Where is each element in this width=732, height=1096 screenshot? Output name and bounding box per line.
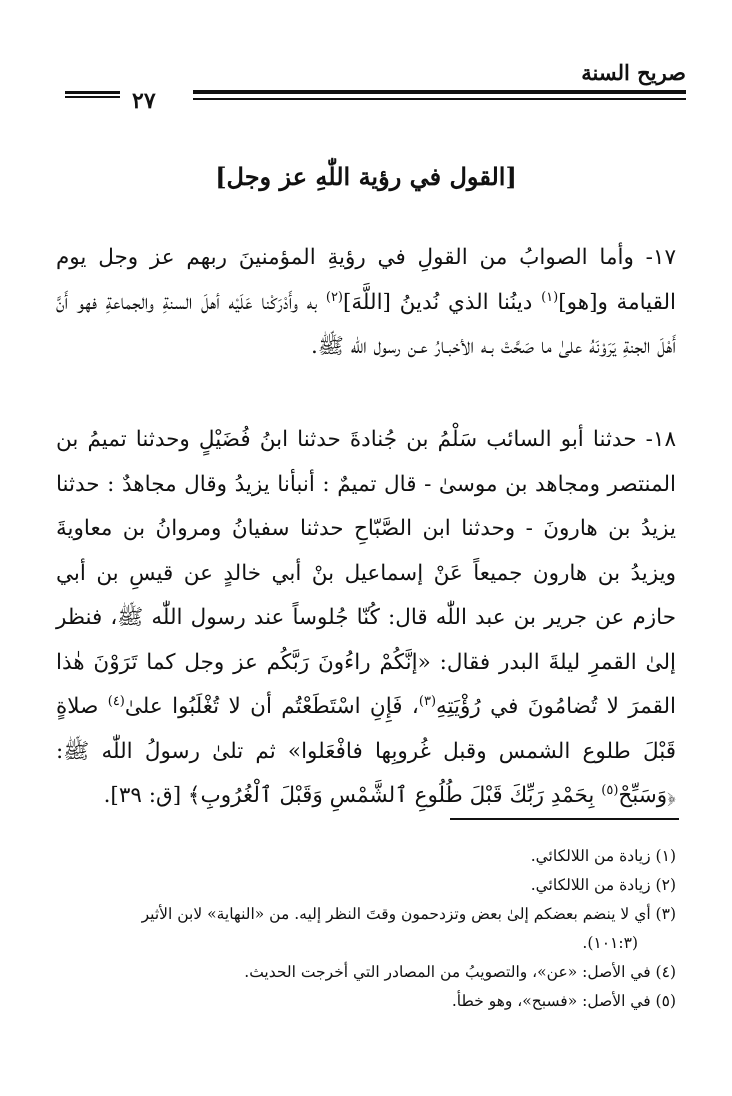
paragraph-18-text-1: ١٨- حدثنا أبو السائب سَلْمُ بن جُنادةَ حدثنا ابنُ فُضَيْلٍ وحدثنا تميمُ بن المنتصر ومجاهد بن موسىٰ - قال تميمٌ : أنبأنا يزيدُ وقال مجاهدٌ : حدثنا يزيدُ بن هارونَ - وحدثنا ابن الصَّبّاحِ حدثنا سفيانُ ومروانُ بن معاويةَ ويزيدُ بن هارون جميعاً عَنْ إسماعيل بنْ أبي خالدٍ عن قيسِ بن أبي حازم عن جرير بن عبد اللّٰه قال: كُنّا جُلوساً عند رسول اللّٰه ﷺ، فنظر إلىٰ القمرِ ليلةَ البدر فقال: «إنَّكُمْ راءُونَ رَبَّكُم عز وجل كما تَرَوْنَ هٰذا القمرَ لا تُضامُونَ في رُؤْيَتِهِ <box>56 427 677 719</box>
paragraph-18 <box>56 418 676 819</box>
footnote-separator <box>450 818 679 820</box>
paragraph-18-text-2: ، فَإِنِ اسْتَطَعْتُم أن لا تُغْلَبُوا علىٰ <box>124 694 419 719</box>
paragraph-17-text-3: به وأَدْرَكْنا عَلَيْه أهلَ السنةِ والجماعةِ فهو أَنَّ أَهْلَ الجنةِ يَرَوْنَهُ علىٰ ما صَحَّتْ بـه الأخبـارُ عـن رسول اللّٰه ﷺ. <box>56 289 676 359</box>
footnote-5: (٥) في الأصل: «فسبح»، وهو خطأ. <box>451 992 676 1010</box>
footnote-marker-1: (١) <box>541 289 559 305</box>
paragraph-18-text-4: بِحَمْدِ رَبِّكَ قَبْلَ طُلُوعِ ٱلشَّمْسِ وَقَبْلَ ٱلْغُرُوبِ﴾ [ق: ٣٩]. <box>103 783 602 808</box>
footnote-marker-5: (٥) <box>601 782 619 798</box>
footnote-2: (٢) زيادة من اللالكائي. <box>530 876 676 894</box>
footnote-marker-3: (٣) <box>418 693 437 709</box>
header-rule-right <box>193 90 686 100</box>
paragraph-17 <box>56 236 676 370</box>
page-number: ٢٧ <box>132 88 156 114</box>
section-heading: [القول في رؤية اللّٰهِ عز وجل] <box>215 162 517 191</box>
header-rule-left <box>65 91 120 98</box>
paragraph-18-text-3: صلاةٍ قَبْلَ طلوع الشمس وقبل غُروبِها فافْعَلوا» ثم تلىٰ رسولُ اللّٰه ﷺ: ﴿وَسَبِّحْ <box>56 694 676 808</box>
footnote-3: (٣) أي لا ينضم بعضكم إلىٰ بعض وتزدحمون وقتَ النظر إليه. من «النهاية» لابن الأثير <box>141 905 676 923</box>
footnotes <box>56 842 676 1016</box>
paragraph-17-text-2: دينُنا الذي نُدينُ [اللَّهَ] <box>343 289 542 315</box>
footnote-1: (١) زيادة من اللالكائي. <box>530 847 676 865</box>
footnote-marker-4: (٤) <box>107 693 125 709</box>
footnote-3-continuation: (١٠١:٣). <box>582 934 638 952</box>
footnote-marker-2: (٢) <box>325 289 343 305</box>
running-header-title: صريح السنة <box>581 60 686 85</box>
footnote-4: (٤) في الأصل: «عن»، والتصويبُ من المصادر التي أخرجت الحديث. <box>244 963 676 981</box>
paragraph-17-text-1: ١٧- وأما الصوابُ من القولِ في رؤيةِ المؤمنينَ ربهم عز وجل يوم القيامة و[هو] <box>56 245 677 315</box>
